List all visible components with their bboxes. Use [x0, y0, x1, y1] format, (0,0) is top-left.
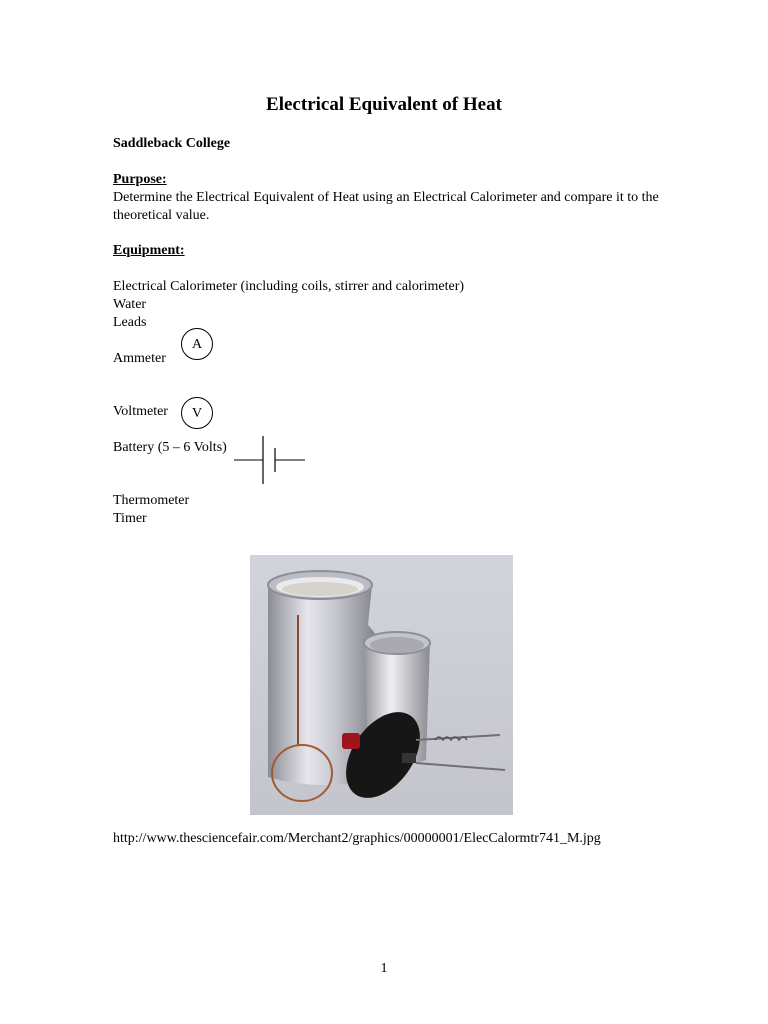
- college-name: Saddleback College: [113, 136, 231, 151]
- voltmeter-symbol: V: [181, 397, 213, 429]
- purpose-heading: Purpose:: [113, 172, 167, 187]
- page-number: 1: [380, 961, 388, 976]
- battery-symbol: [234, 434, 308, 486]
- equipment-heading: Equipment:: [113, 243, 185, 258]
- purpose-text: [113, 189, 713, 225]
- ammeter-symbol: A: [181, 328, 213, 360]
- page-title: Electrical Equivalent of Heat: [266, 94, 502, 115]
- equipment-item: Battery (5 – 6 Volts): [113, 440, 227, 455]
- purpose-line-1: Determine the Electrical Equivalent of Heat using an Electrical Calorimeter and compare it to the: [113, 190, 659, 205]
- equipment-item: Voltmeter: [113, 404, 168, 419]
- equipment-item: Ammeter: [113, 351, 166, 366]
- equipment-item: Electrical Calorimeter (including coils, stirrer and calorimeter): [113, 279, 465, 294]
- equipment-item: Timer: [113, 511, 147, 526]
- equipment-item: Thermometer: [113, 493, 190, 508]
- calorimeter-photo: [250, 555, 513, 815]
- equipment-item: Leads: [113, 315, 147, 330]
- image-source-url: http://www.thesciencefair.com/Merchant2/graphics/00000001/ElecCalormtr741_M.jpg: [113, 831, 601, 846]
- equipment-item: Water: [113, 297, 147, 312]
- purpose-line-2: theoretical value.: [113, 208, 210, 223]
